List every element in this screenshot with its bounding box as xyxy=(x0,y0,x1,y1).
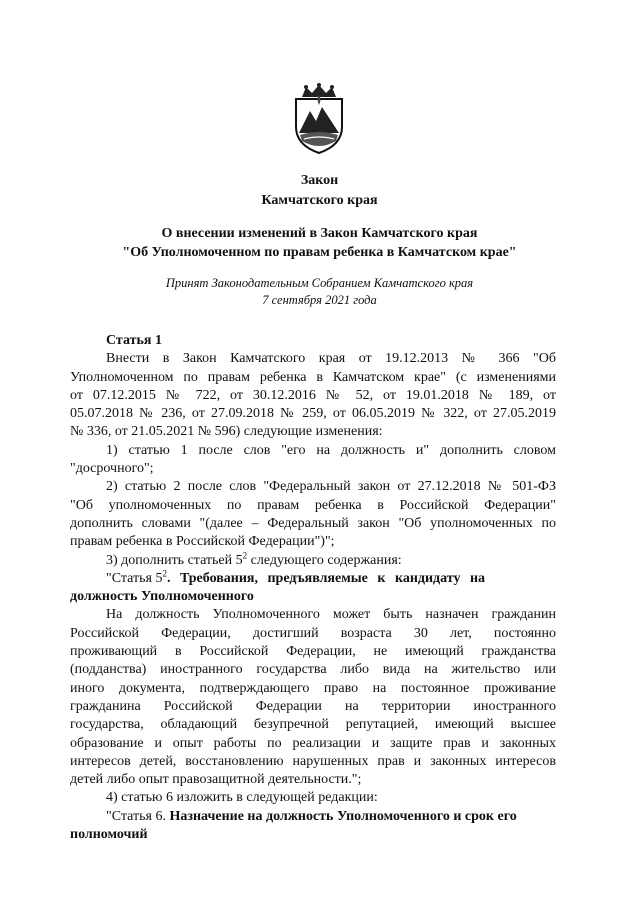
body-line: На должность Уполномоченного может быть назначен гражданин xyxy=(106,607,556,623)
body-line xyxy=(70,549,556,570)
body-line: 2) статью 2 после слов "Федеральный закон от 27.12.2018 № 501-ФЗ xyxy=(106,479,556,495)
adoption-date: 7 сентября 2021 года xyxy=(262,293,377,307)
article-heading: Статья 1 xyxy=(106,333,162,348)
body-line: правам ребенка в Российской Федерации")"; xyxy=(70,534,335,550)
body-text: следующего содержания: xyxy=(247,552,402,568)
body-line: 4) статью 6 изложить в следующей редакции: xyxy=(106,790,378,806)
body-line: интересов детей, восстановлению нарушенных прав и законных интересов xyxy=(70,753,556,769)
body-text: "Статья 6. xyxy=(106,808,170,824)
body-line: Уполномоченном по правам ребенка в Камчатском крае" (с изменениями xyxy=(70,369,556,385)
body-line: детей либо опыт правозащитной деятельности."; xyxy=(70,772,362,788)
body-line: Внести в Закон Камчатского края от 19.12.2013 № 366 "Об xyxy=(106,351,556,367)
law-title: Закон xyxy=(300,173,339,188)
law-region: Камчатского края xyxy=(261,193,378,208)
article-5-2-title-cont: должность Уполномоченного xyxy=(70,589,254,605)
body-line: государства, обладающий безупречной репутацией, имеющий высшее xyxy=(70,717,556,733)
body-line: иного документа, подтверждающего право на постоянное проживание xyxy=(70,680,556,696)
article-6-title: Назначение на должность Уполномоченного и срок его xyxy=(169,808,517,824)
document-body xyxy=(70,332,556,844)
law-subject-line-1: О внесении изменений в Закон Камчатского края xyxy=(161,226,478,241)
body-line: "Об уполномоченных по правам ребенка в Российской Федерации" xyxy=(70,497,556,513)
body-line: 1) статью 1 после слов "его на должность и" дополнить словом xyxy=(106,442,556,458)
law-subject-line-2: "Об Уполномоченном по правам ребенка в Камчатском крае" xyxy=(122,245,517,260)
superscript: 2 xyxy=(242,549,248,560)
body-text: 3) дополнить статьей 5 xyxy=(106,552,243,568)
body-line: (подданства) иностранного государства либо вида на жительство или xyxy=(70,662,556,678)
body-line: 05.07.2018 № 236, от 27.09.2018 № 259, от 06.05.2019 № 322, от 27.05.2019 xyxy=(70,406,556,422)
article-5-2-heading xyxy=(70,570,556,588)
body-line: "досрочного"; xyxy=(70,461,154,477)
body-line: № 336, от 21.05.2021 № 596) следующие изменения: xyxy=(70,424,383,440)
body-line: образование и опыт работы по реализации и защите прав и законных xyxy=(70,735,556,751)
body-line: Российской Федерации, достигший возраста 30 лет, постоянно xyxy=(70,625,556,641)
body-text: "Статья 5 xyxy=(106,570,163,586)
body-line: проживающий в Российской Федерации, не имеющий гражданства xyxy=(70,644,556,660)
body-line: гражданина Российской Федерации на территории иностранного xyxy=(70,698,556,714)
kamchatka-coat-of-arms-icon xyxy=(288,83,350,155)
adoption-note: Принят Законодательным Собранием Камчатского края xyxy=(165,276,474,290)
body-line: дополнить словами "(далее – Федеральный закон "Об уполномоченных по xyxy=(70,515,556,531)
article-6-title-cont: полномочий xyxy=(70,827,148,843)
body-line: от 07.12.2015 № 722, от 30.12.2016 № 52, от 19.01.2018 № 189, от xyxy=(70,387,556,403)
article-5-2-title: . Требования, предъявляемые к кандидату на xyxy=(166,570,486,586)
article-6-heading xyxy=(70,808,556,826)
superscript: 2 xyxy=(162,568,167,579)
